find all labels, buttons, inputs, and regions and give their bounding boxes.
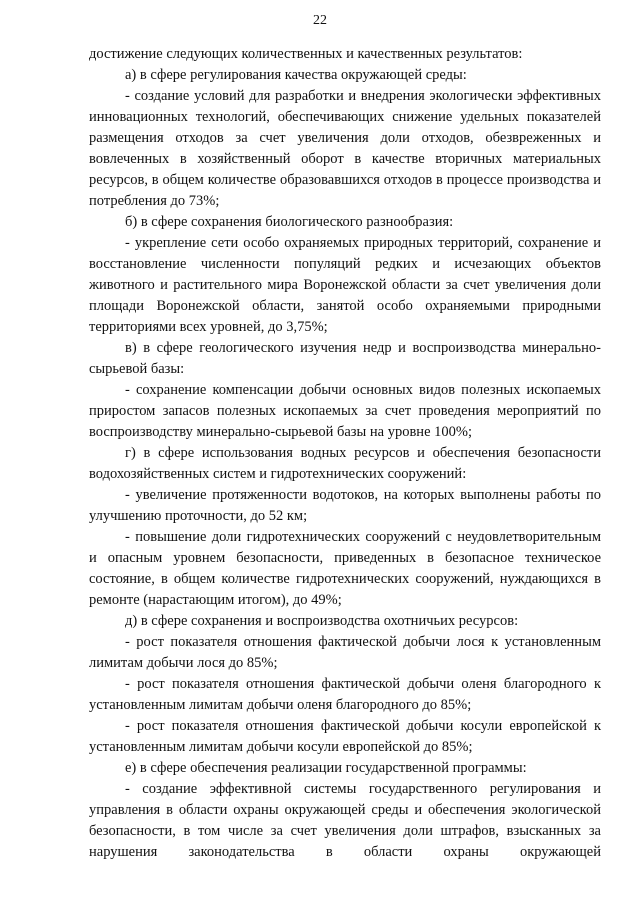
item-roe-deer: - рост показателя отношения фактической добычи косули европейской к установленным лимитам добычи косули европейской до 85%; — [89, 718, 601, 755]
heading-water-resources: г) в сфере использования водных ресурсов и обеспечения безопасности водохозяйственных систем и гидротехнических сооружений: — [89, 445, 601, 482]
item-red-deer: - рост показателя отношения фактической добычи оленя благородного к установленным лимитам добычи оленя благородного до 85%; — [89, 676, 601, 713]
heading-program-implementation: е) в сфере обеспечения реализации государственной программы: — [125, 760, 527, 776]
item-watercourses: - увеличение протяженности водотоков, на которых выполнены работы по улучшению проточности, до 52 км; — [89, 487, 601, 524]
item-regulation-system: - создание эффективной системы государственного регулирования и управления в области охраны окружающей среды и обеспечения экологической безопасности, в том числе за счет увеличения доли штрафов, взысканных за нарушения законодательства в области охраны окружающей — [89, 781, 601, 860]
item-protected-territories: - укрепление сети особо охраняемых природных территорий, сохранение и восстановление численности популяций редких и исчезающих объектов животного и растительного мира Воронежской области за счет увеличения доли площади Воронежской области, занятой особо охраняемыми природными территориями всех уровней, до 3,75%; — [89, 235, 601, 335]
heading-hunting-resources: д) в сфере сохранения и воспроизводства охотничьих ресурсов: — [125, 613, 519, 629]
heading-environment-quality: а) в сфере регулирования качества окружающей среды: — [125, 67, 467, 83]
heading-biodiversity: б) в сфере сохранения биологического разнообразия: — [125, 214, 454, 230]
heading-geology: в) в сфере геологического изучения недр и воспроизводства минерально-сырьевой базы: — [89, 340, 601, 377]
item-mineral-reserves: - сохранение компенсации добычи основных видов полезных ископаемых приростом запасов полезных ископаемых за счет проведения мероприятий по воспроизводству минерально-сырьевой базы на уровне 100%; — [89, 382, 601, 440]
document-body — [89, 44, 601, 863]
page-number: 22 — [313, 13, 327, 28]
item-moose: - рост показателя отношения фактической добычи лося к установленным лимитам добычи лося до 85%; — [89, 634, 601, 671]
item-hydraulic-structures: - повышение доли гидротехнических сооружений с неудовлетворительным и опасным уровнем безопасности, приведенных в безопасное техническое состояние, в общем количестве гидротехнических сооружений, нуждающихся в ремонте (нарастающим итогом), до 49%; — [89, 529, 601, 608]
paragraph-intro: достижение следующих количественных и качественных результатов: — [89, 46, 523, 62]
item-waste-reduction: - создание условий для разработки и внедрения экологически эффективных инновационных технологий, обеспечивающих снижение удельных показателей размещения отходов за счет увеличения доли отходов, обезвреженных и вовлеченных в хозяйственный оборот в качестве вторичных материальных ресурсов, в общем количестве образовавшихся отходов в процессе производства и потребления до 73%; — [89, 88, 601, 209]
